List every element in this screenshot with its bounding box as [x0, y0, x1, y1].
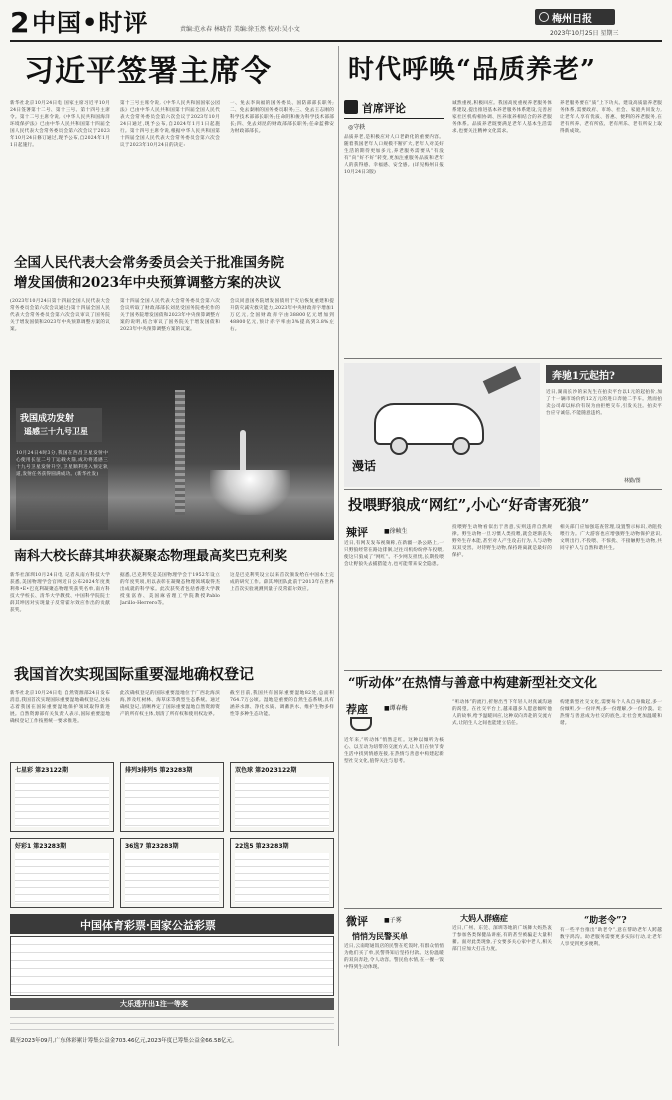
cartoon-title: 奔驰1元起拍? — [552, 371, 615, 382]
body-col-2: 投喂野生动物看似出于善意,实则违背自然规律。野生动物一旦习惯人类投喂,就会逐渐丧失野外生存本能,甚至对人产生攻击行为,人与动物双双受害。对待野生动物,保持距离就是最好的保护。 — [452, 525, 552, 558]
column-logo-icon — [344, 100, 358, 114]
section-title: 中国•时评 — [32, 8, 149, 37]
body-col-1: 新华社北京10月24日电 自然资源部24日发布消息,我国首次实现国际重要湿地确权登记,这标志着我国在国际重要湿地保护领域取得新进展。自然资源部有关负责人表示,国际重要湿地确权登记工作按照统一要求推进。 — [10, 691, 110, 724]
body-col-3: 构建新型社交文化,需要每个人从自身做起,多一份倾听,少一份评判;多一份理解,少一份冷漠。让热情与善意成为社交的底色,让社会更加温暖和谐。 — [560, 700, 662, 726]
headline: 投喂野狼成“网红”,小心“好奇害死狼” — [348, 497, 590, 514]
sports-lottery-banner — [10, 914, 334, 934]
column-badge: 微评 — [346, 915, 368, 928]
sports-lottery-table — [10, 936, 334, 996]
body-col-3: 截至目前,我国共有国际重要湿地82处,总面积764.7万公顷。湿地是重要的自然生态系统,具有涵养水源、净化水质、调蓄洪水、维护生物多样性等多种生态功能。 — [230, 691, 334, 717]
body-col-1: 品质养老,是积极应对人口老龄化的重要内容。随着我国老年人口规模不断扩大,老年人对美好生活的期待更加多元,养老服务需要从“有没有”向“好不好”转变,更加注重服务品质和老年人的获得感、幸福感、安全感。(详见梅州日报10月24日3版) — [344, 135, 444, 175]
car-drawing — [374, 403, 484, 445]
article-wild-wolf — [344, 494, 662, 666]
lottery-header: 好彩1 第23283期 — [15, 843, 67, 850]
sub-title-right: “助老令”? — [584, 916, 627, 926]
sub-title-left: 悄悄为民警买单 — [352, 931, 408, 941]
body-col-2: “听动体”的流行,折射出当下年轻人对真诚沟通的渴望。在社交平台上,越来越多人愿意倾听他人的故事,给予温暖回应,这种双向奔赴的交流方式,让陌生人之间也能建立信任。 — [452, 700, 552, 726]
lottery-table — [15, 777, 109, 827]
body-col-3: 相关部门应加强巡查管理,设置警示标识,劝阻投喂行为。广大游客也应增强野生动物保护意识,文明出行,不投喂、不惊扰、不接触野生动物,共同守护人与自然和谐共生。 — [560, 525, 662, 551]
headline: 习近平签署主席令 — [24, 54, 272, 89]
article-listening-culture — [344, 670, 662, 906]
body-col-1: 近年来,“听动体”悄然走红。这种以倾听为核心、以互动为纽带的交流方式,让人们在快节奏生活中找到情感连接,在热情与善意中构建起新型社交文化,值得关注与思考。 — [344, 738, 444, 764]
body-col-1: 近日,有网友发布视频称,在新疆一条公路上,一只野狼经常在路边徘徊,过往司机纷纷停车投喂,使这只狼成了“网红”。不少网友担忧,长期投喂会让野狼失去捕猎能力,也可能带来安全隐患。 — [344, 541, 444, 567]
cartoon-credit: 林勤/图 — [624, 478, 641, 484]
lottery-table — [235, 853, 329, 903]
micro-comment-section — [344, 908, 662, 1048]
lottery-footnote: 截至2023年09月,广东体彩累计筹集公益金703.46亿元,2023年度已筹集公益金66.58亿元。 — [10, 1038, 238, 1044]
paper-logo — [535, 9, 615, 25]
cartoon-badge: 漫话 — [352, 459, 377, 473]
headline: “听动体”在热情与善意中构建新型社交文化 — [348, 676, 597, 691]
lottery-body-text — [10, 1012, 334, 1032]
photo-caption-box — [16, 408, 102, 442]
body-col-1: 新华社北京10月24日电 国家主席习近平10月24日签署第十二号、第十三号、第十四号主席令。第十二号主席令说,《中华人民共和国海洋环境保护法》已由中华人民共和国第十四届全国人民代表大会常务委员会第六次会议于2023年10月24日修订通过,现予公布,自2024年1月1日起施行。 — [10, 101, 110, 148]
hammer-drawing — [483, 366, 522, 394]
lottery-header: 22选5 第23283期 — [235, 843, 289, 850]
label-rule — [344, 118, 444, 119]
author-byline: ■子雾 — [384, 917, 402, 924]
jackpot-text: 大乐透开出1注一等奖 — [120, 1000, 188, 1008]
lottery-section — [10, 762, 334, 1048]
author-byline: ■徐帧生 — [384, 528, 408, 535]
column-badge: 辣评 — [346, 526, 368, 539]
column-label-box — [344, 100, 444, 116]
article-buckley-prize — [10, 548, 334, 658]
lottery-table — [235, 777, 329, 827]
photo-satellite-launch — [10, 370, 334, 540]
lottery-box-3 — [230, 762, 334, 832]
headline-line-1: 全国人民代表大会常务委员会关于批准国务院 — [14, 255, 284, 271]
body-col-2: 此次确权登记的国际重要湿地位于广西北海滨海,涉及红树林、海草床等典型生态系统。通过确权登记,清晰界定了国际重要湿地自然资源资产的所有权主体,划清了所有权和使用权边界。 — [120, 691, 220, 717]
issue-date: 2023年10月25日 星期三 — [550, 30, 619, 37]
editor-credits: 责编:范永春 林晓青 美编:徐玉然 校对:吴小文 — [180, 26, 300, 33]
lottery-header: 双色球 第2023122期 — [235, 767, 297, 774]
rocket-exhaust — [210, 470, 290, 515]
wheel-left — [390, 437, 408, 455]
author-byline: ■谭春梅 — [384, 705, 408, 712]
body-col-3: 这是巴克利奖设立以来首次颁发给在中国本土完成的研究工作。薛其坤团队此前于2013年在世界上首次实验观测到量子反常霍尔效应。 — [230, 573, 334, 592]
banner-title: 中国体育彩票·国家公益彩票 — [80, 919, 216, 932]
cartoon-title-bar — [546, 365, 662, 383]
paper-name: 梅州日报 — [552, 14, 592, 25]
photo-text: 10月24日4时3分,我国在西昌卫星发射中心使用长征二号丁运载火箭,成功将遥感三十九号卫星发射升空,卫星顺利进入预定轨道,发射任务获得圆满成功。(新华社发) — [16, 450, 108, 530]
caption-subtitle: 遥感三十九号卫星 — [24, 426, 88, 436]
lottery-box-4 — [10, 838, 114, 908]
article-quality-elderly-care — [344, 48, 662, 358]
body-col-2: 诚然重视,积极回应。我国高度重视养老服务体系建设,提出推进基本养老服务体系建设,完善居家社区机构相协调、医养康养相结合的养老服务体系。品质养老既要满足老年人基本生活需求,也要关注精神文化需求。 — [452, 101, 552, 134]
body-col-3: 会议同意国务院增发国债用于灾后恢复重建和提升防灾减灾救灾能力,2023年中央财政赤字增加1万亿元,全国财政赤字由38800亿元增加到48800亿元,预计赤字率由3%提高到3.8%左右。 — [230, 299, 334, 332]
lottery-header: 七星彩 第23122期 — [15, 767, 68, 774]
lottery-box-1 — [10, 762, 114, 832]
lottery-table — [15, 853, 109, 903]
body-col-1: (2023年10月24日第十四届全国人民代表大会常务委员会第六次会议通过)第十四届全国人民代表大会常务委员会第六次会议审议了国务院关于增发国债和2023年中央预算调整方案的议案。 — [10, 299, 110, 332]
caption-title: 我国成功发射 — [20, 414, 75, 424]
lottery-header: 36选7 第23283期 — [125, 843, 179, 850]
body-col-2: 据悉,巴克利奖是美国物理学会于1952年设立的年度奖项,用以表彰在凝聚态物理领域取得杰出成就的科学家。此次获奖者包括香港大学教授张富春、美国麻省理工学院教授Pablo Jarillo-Herrero等。 — [120, 573, 220, 606]
column-label: 首席评论 — [362, 102, 406, 115]
body-col-2: 第十三号主席令说,《中华人民共和国国家公园法》已由中华人民共和国第十四届全国人民代表大会常务委员会第六次会议于2023年10月24日通过,现予公布,自2024年1月1日起施行。第十四号主席令说,根据中华人民共和国第十四届全国人民代表大会常务委员会第六次会议于2023年10月24日的决定: — [120, 101, 220, 148]
lottery-header: 排列3排列5 第23283期 — [125, 767, 193, 774]
cartoon-section — [344, 358, 662, 490]
article-budget-resolution — [10, 252, 334, 372]
header-rule — [10, 40, 662, 42]
column-badge: 荐座 — [346, 703, 368, 716]
cartoon-text: 近日,湖南长沙的宋先生在拍卖平台以1元的起拍价,加了十一辆市场价约12万元的进口奔驰二手车。然而拍卖公司却以标价有误为由拒绝交车,引发关注。拍卖平台应守诚信,不能随意违约。 — [546, 390, 662, 416]
sub-text-left: 近日,云南昭通饭店的民警在吃饭时,有群众悄悄为他们买了单,民警得知后坚持付款。这份温暖的双向奔赴,令人动容。警民鱼水情,在一餐一饭中得到生动体现。 — [344, 944, 444, 970]
article-wetland — [10, 664, 334, 756]
page-header — [10, 6, 662, 42]
article-presidential-decree — [10, 48, 334, 248]
body-col-3: 养老服务要在“质”上下功夫。建设高质量养老服务体系,需要政府、市场、社会、家庭共同发力,让老年人享有优质、普惠、便利的养老服务,在老有所养、老有所依、老有所乐、老有所安上取得新成效。 — [560, 101, 662, 134]
sub-title-middle: 大妈人群癌症 — [460, 913, 508, 923]
page-number: 2 — [10, 6, 30, 39]
body-col-3: 一、免去李尚福的国务委员、国防部部长职务;二、免去秦刚的国务委员职务;三、免去王志刚的科学技术部部长职务;任命阴和俊为科学技术部部长;四、免去刘昆的财政部部长职务;任命蓝佛安为财政部部长。 — [230, 101, 334, 134]
headline: 我国首次实现国际重要湿地确权登记 — [14, 665, 255, 683]
sub-text-right: 有一些平台推出“助老令”,意在帮助老年人跨越数字鸿沟。助老服务需要更多实际行动,让老年人享受到更多便利。 — [560, 928, 662, 947]
jackpot-banner — [10, 998, 334, 1010]
column-divider — [338, 46, 339, 1046]
headline-line-2: 增发国债和2023年中央预算调整方案的决议 — [14, 275, 282, 291]
headline: 南科大校长薛其坤获凝聚态物理最高奖巴克利奖 — [14, 549, 288, 564]
lottery-table — [125, 853, 219, 903]
lottery-table — [125, 777, 219, 827]
lottery-box-2 — [120, 762, 224, 832]
logo-emblem-icon — [539, 12, 549, 22]
author-byline: ◎守轶 — [348, 124, 366, 131]
cartoon-image — [344, 363, 540, 487]
sub-text-middle: 近日,广州、东莞、深圳等地的广场舞大妈热衷于参加各类保健品讲座,有的甚至被骗走大量积蓄。面对此类现象,子女要多关心家中老人,相关部门应加大打击力度。 — [452, 926, 552, 952]
lottery-box-6 — [230, 838, 334, 908]
body-col-1: 新华社深圳10月24日电 记者从南方科技大学获悉,美国物理学会官网近日公布2024年度奥利弗•E•巴克利凝聚态物理奖获奖名单,南方科技大学校长、清华大学教授、中国科学院院士薛其坤因对实现量子反常霍尔效应作出的贡献获奖。 — [10, 573, 110, 613]
lottery-box-5 — [120, 838, 224, 908]
headline: 时代呼唤“品质养老” — [348, 55, 596, 85]
body-col-2: 第十四届全国人民代表大会常务委员会第六次会议听取了财政部部长刘昆受国务院委托作的关于国务院增发国债和2023年中央预算调整方案的说明,结合审议了国务院关于增发国债和2023年中央预算调整方案的议案。 — [120, 299, 220, 332]
tea-cup-icon — [350, 717, 372, 731]
launch-tower — [175, 390, 185, 515]
wheel-right — [452, 437, 470, 455]
